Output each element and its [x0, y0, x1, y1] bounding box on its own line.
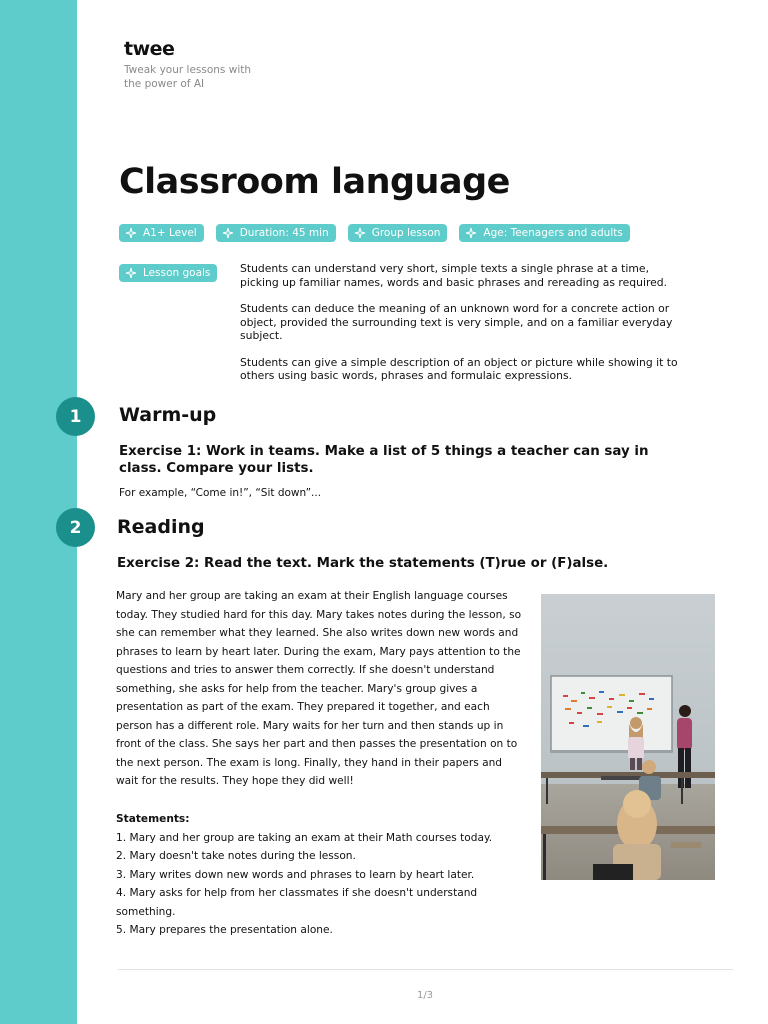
statement-item: 5. Mary prepares the presentation alone. [116, 924, 333, 936]
page-number: 1/3 [416, 990, 434, 1001]
tag-level [119, 224, 204, 242]
lesson-goals-list [240, 262, 685, 396]
lesson-goal: Students can give a simple description of an object or picture while showing it to others using basic words, phrases and formulaic expressions. [240, 355, 678, 382]
section-number-badge: 1 [56, 397, 95, 436]
section-title: Reading [117, 516, 205, 538]
tag-label: A1+ Level [143, 227, 197, 239]
brand-tagline: Tweak your lessons with the power of AI [124, 64, 252, 90]
exercise-instruction: Exercise 2: Read the text. Mark the statements (T)rue or (F)alse. [117, 556, 609, 571]
section-number-badge: 2 [56, 508, 95, 547]
reading-passage: Mary and her group are taking an exam at their English language courses today. They studied hard for this day. Mary takes notes during the lesson, so she can remember what they learned. She also writes down new words and phrases to learn by heart later. During the exam, Mary pays attention to the questions and tries to answer them correctly. If she doesn't understand something, she asks for help from the teacher. Mary's group gives a presentation as part of the exam. They prepared it together, and each person has a different role. Mary waits for her turn and then stands up in front of the class. She says her part and then passes the presentation on to the next person. The exam is long. Finally, they hand in their papers and wait for the results. They hope they did well! [116, 590, 522, 787]
statements-heading: Statements: [116, 813, 190, 825]
statement-item: 4. Mary asks for help from her classmates if she doesn't understand something. [116, 887, 478, 918]
tag-label: Group lesson [371, 227, 441, 239]
tag-duration [216, 224, 336, 242]
tag-age [459, 224, 629, 242]
sparkle-icon [125, 267, 137, 279]
brand-logo: twee [124, 38, 175, 60]
tag-lesson-type [348, 224, 448, 242]
sparkle-icon [354, 227, 366, 239]
lesson-goal: Students can understand very short, simple texts a single phrase at a time, picking up familiar names, words and basic phrases and rereading as required. [240, 262, 668, 289]
statements-list [116, 810, 516, 940]
sparkle-icon [222, 227, 234, 239]
page-title: Classroom language [119, 162, 510, 202]
statement-item: 2. Mary doesn't take notes during the lesson. [116, 850, 356, 862]
lesson-tags [119, 224, 630, 242]
exercise-instruction: Exercise 1: Work in teams. Make a list of 5 things a teacher can say in class. Compare your lists. [119, 444, 649, 476]
footer-divider [118, 969, 733, 970]
sparkle-icon [125, 227, 137, 239]
statement-item: 3. Mary writes down new words and phrases to learn by heart later. [116, 868, 475, 881]
tag-label: Duration: 45 min [239, 227, 329, 239]
section-title: Warm-up [119, 404, 217, 426]
statement-item: 1. Mary and her group are taking an exam at their Math courses today. [116, 831, 493, 844]
tag-label: Lesson goals [143, 267, 211, 279]
sparkle-icon [465, 227, 477, 239]
classroom-photo [541, 594, 715, 880]
brand [124, 38, 264, 91]
tag-label: Age: Teenagers and adults [483, 227, 623, 239]
exercise-example: For example, “Come in!”, “Sit down”... [119, 487, 322, 499]
tag-lesson-goals [119, 264, 217, 282]
lesson-goal: Students can deduce the meaning of an unknown word for a concrete action or object, provided the surrounding text is very simple, and on a familiar everyday subject. [240, 302, 673, 342]
